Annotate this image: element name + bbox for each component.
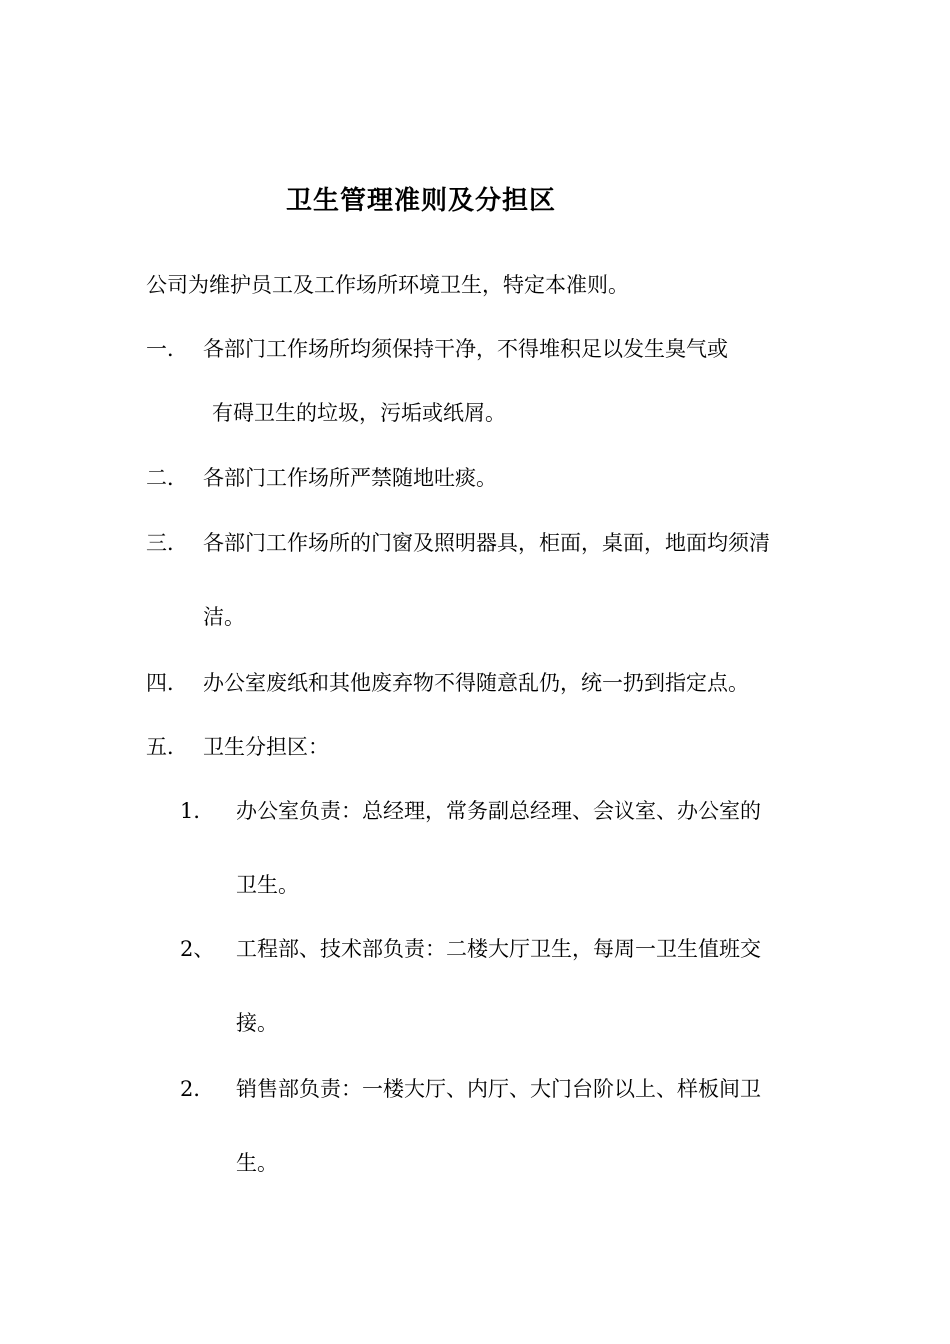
item-5-marker: 五． bbox=[146, 735, 188, 759]
item-4-marker: 四． bbox=[146, 671, 188, 695]
subitem-3-marker: 2． bbox=[180, 1077, 215, 1101]
subitem-1-line-2: 卫生。 bbox=[236, 873, 299, 897]
item-3-line-1: 各部门工作场所的门窗及照明器具，柜面，桌面，地面均须清 bbox=[203, 531, 770, 555]
item-4-line-1: 办公室废纸和其他废弃物不得随意乱仍，统一扔到指定点。 bbox=[203, 671, 749, 695]
item-2-marker: 二． bbox=[146, 466, 188, 490]
item-3-line-2: 洁。 bbox=[203, 605, 245, 629]
item-5-line-1: 卫生分担区： bbox=[203, 735, 329, 759]
item-2-line-1: 各部门工作场所严禁随地吐痰。 bbox=[203, 466, 497, 490]
item-1-line-1: 各部门工作场所均须保持干净，不得堆积足以发生臭气或 bbox=[203, 337, 728, 361]
subitem-2-marker: 2、 bbox=[180, 937, 215, 961]
intro-paragraph: 公司为维护员工及工作场所环境卫生，特定本准则。 bbox=[146, 273, 629, 297]
subitem-1-marker: 1． bbox=[180, 799, 215, 823]
subitem-2-line-2: 接。 bbox=[236, 1011, 278, 1035]
item-1-marker: 一． bbox=[146, 337, 188, 361]
subitem-3-line-1: 销售部负责：一楼大厅、内厅、大门台阶以上、样板间卫 bbox=[236, 1077, 761, 1101]
subitem-2-line-1: 工程部、技术部负责：二楼大厅卫生，每周一卫生值班交 bbox=[236, 937, 761, 961]
document-title: 卫生管理准则及分担区 bbox=[286, 186, 557, 216]
subitem-3-line-2: 生。 bbox=[236, 1151, 278, 1175]
item-1-line-2: 有碍卫生的垃圾，污垢或纸屑。 bbox=[212, 401, 506, 425]
item-3-marker: 三． bbox=[146, 531, 188, 555]
subitem-1-line-1: 办公室负责：总经理，常务副总经理、会议室、办公室的 bbox=[236, 799, 761, 823]
